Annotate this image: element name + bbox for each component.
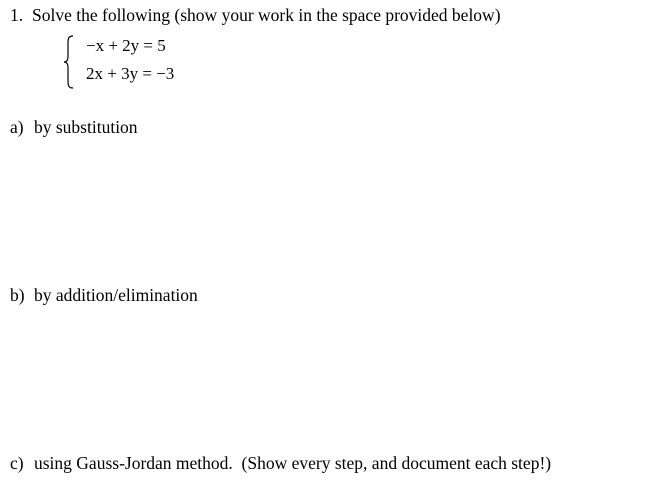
part-a-text: by substitution — [34, 117, 138, 137]
part-b-label: b) — [10, 285, 25, 305]
equation-system — [62, 34, 202, 90]
equation-1: −x + 2y = 5 — [86, 36, 166, 55]
part-c-label: c) — [10, 453, 24, 473]
question-prompt: Solve the following (show your work in the space provided below) — [32, 5, 501, 25]
part-a-label: a) — [10, 117, 24, 137]
equation-2: 2x + 3y = −3 — [86, 64, 175, 83]
left-brace-icon — [62, 34, 76, 90]
part-c-text: using Gauss-Jordan method. (Show every step, and document each step!) — [34, 453, 552, 473]
part-b — [10, 285, 198, 305]
part-b-text: by addition/elimination — [34, 285, 198, 305]
question-prompt-line — [10, 5, 501, 25]
question-number: 1. — [10, 5, 24, 25]
part-c — [10, 453, 551, 473]
part-a — [10, 117, 138, 137]
